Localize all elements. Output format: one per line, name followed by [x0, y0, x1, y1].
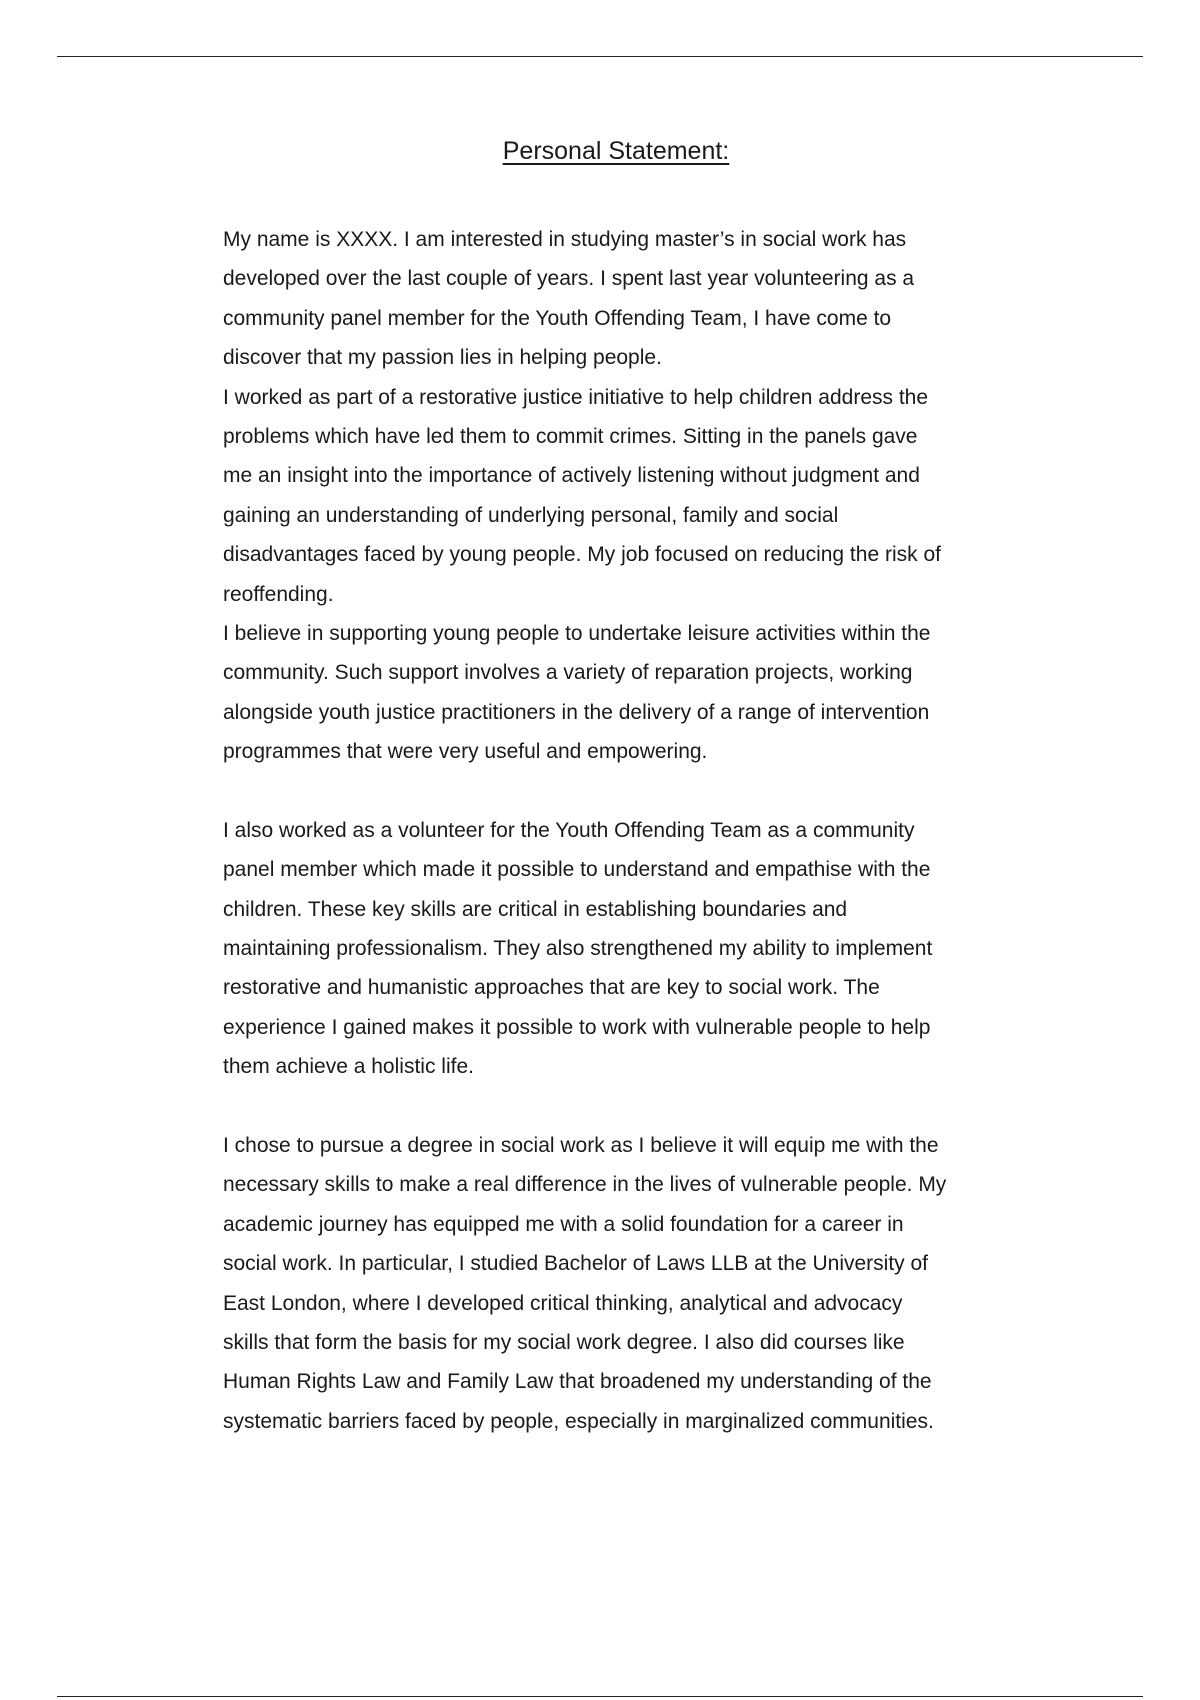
- paragraph-5-line: academic journey has equipped me with a solid foundation for a career in: [223, 1212, 904, 1236]
- footer-rule: [57, 1696, 1143, 1697]
- paragraph-5-line: skills that form the basis for my social work degree. I also did courses like: [223, 1330, 905, 1354]
- paragraph-4-line: I also worked as a volunteer for the Youth Offending Team as a community: [223, 818, 915, 842]
- paragraph-1-line: developed over the last couple of years. I spent last year volunteering as a: [223, 267, 915, 291]
- paragraph-1-line: My name is XXXX. I am interested in studying master’s in social work has: [223, 228, 907, 251]
- document-title: Personal Statement:: [502, 137, 730, 165]
- paragraph-4-line: restorative and humanistic approaches that are key to social work. The: [223, 976, 880, 1000]
- paragraph-4-line: children. These key skills are critical in establishing boundaries and: [223, 897, 848, 921]
- header-rule: [57, 56, 1143, 57]
- paragraph-4-line: panel member which made it possible to understand and empathise with the: [223, 858, 931, 882]
- paragraph-4-line: experience I gained makes it possible to work with vulnerable people to help: [223, 1015, 931, 1039]
- paragraph-5-line: systematic barriers faced by people, especially in marginalized communities.: [223, 1409, 934, 1433]
- paragraph-4-line: them achieve a holistic life.: [223, 1055, 474, 1079]
- paragraph-2-line: me an insight into the importance of actively listening without judgment and: [223, 464, 920, 488]
- paragraph-2-line: gaining an understanding of underlying personal, family and social: [223, 503, 839, 527]
- paragraph-1-line: community panel member for the Youth Offending Team, I have come to: [223, 306, 892, 330]
- document-body: [223, 220, 1013, 1441]
- paragraph-5-line: social work. In particular, I studied Bachelor of Laws LLB at the University of: [223, 1252, 929, 1276]
- paragraph-2-line: I worked as part of a restorative justice initiative to help children address the: [223, 385, 929, 409]
- paragraph-spacer: [223, 771, 1013, 810]
- paragraph-3-line: programmes that were very useful and empowering.: [223, 740, 708, 764]
- paragraph-5-line: I chose to pursue a degree in social work as I believe it will equip me with the: [223, 1133, 939, 1157]
- paragraph-spacer: [223, 1087, 1013, 1126]
- paragraph-3-line: alongside youth justice practitioners in the delivery of a range of intervention: [223, 700, 930, 724]
- paragraph-1-line: discover that my passion lies in helping people.: [223, 346, 662, 370]
- paragraph-3-line: I believe in supporting young people to undertake leisure activities within the: [223, 621, 931, 645]
- paragraph-5-line: necessary skills to make a real difference in the lives of vulnerable people. My: [223, 1173, 947, 1197]
- paragraph-4-line: maintaining professionalism. They also strengthened my ability to implement: [223, 937, 933, 961]
- paragraph-2-line: reoffending.: [223, 582, 334, 606]
- paragraph-3-line: community. Such support involves a variety of reparation projects, working: [223, 661, 913, 685]
- paragraph-5-line: Human Rights Law and Family Law that broadened my understanding of the: [223, 1370, 932, 1394]
- paragraph-5-line: East London, where I developed critical thinking, analytical and advocacy: [223, 1291, 903, 1315]
- paragraph-2-line: disadvantages faced by young people. My job focused on reducing the risk of: [223, 543, 941, 567]
- paragraph-2-line: problems which have led them to commit crimes. Sitting in the panels gave: [223, 424, 918, 448]
